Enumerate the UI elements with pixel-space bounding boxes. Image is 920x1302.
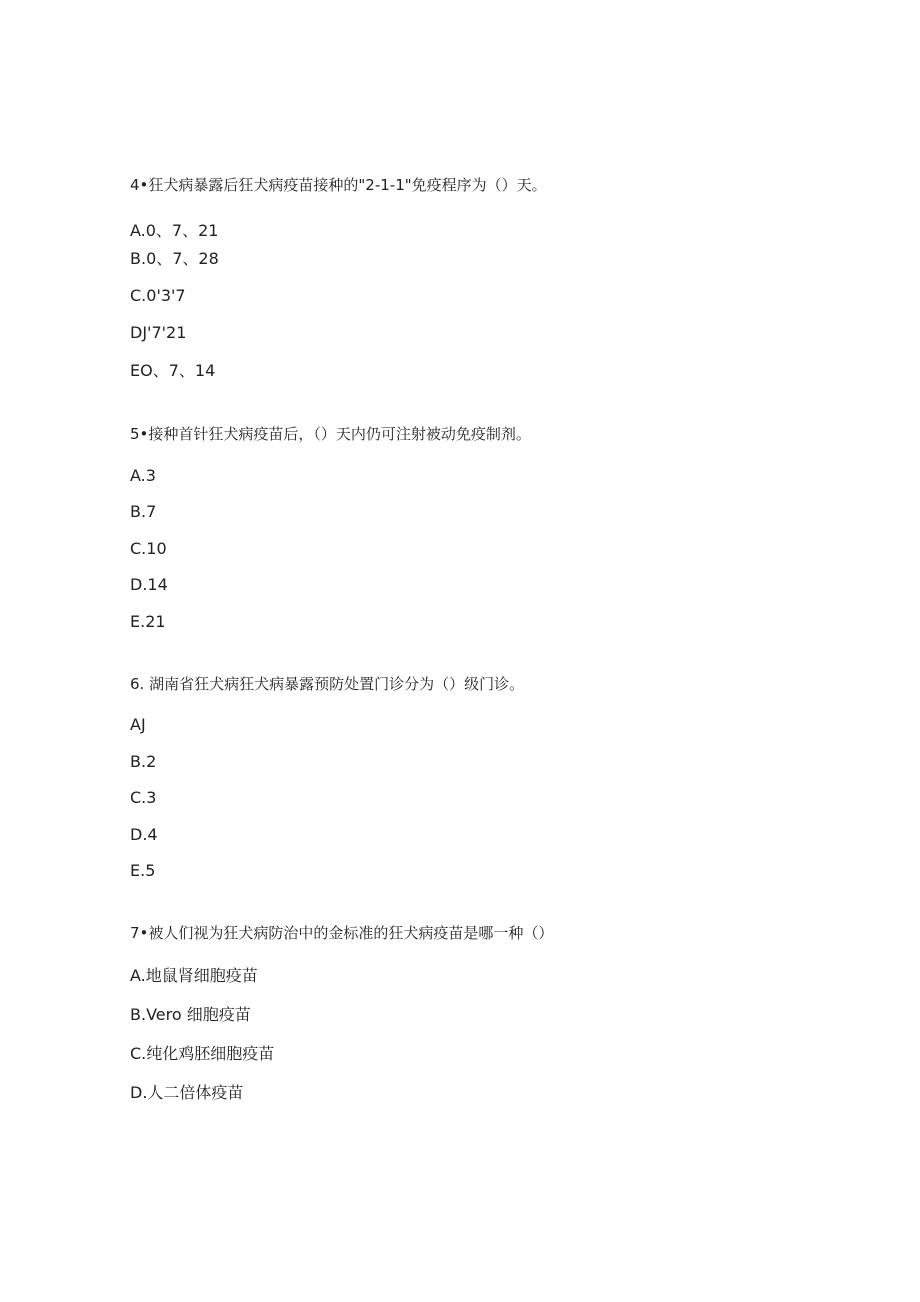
question-7-option-b: B.Vero 细胞疫苗 <box>130 1005 251 1024</box>
question-7-option-c: C.纯化鸡胚细胞疫苗 <box>130 1044 275 1063</box>
question-4: 4•狂犬病暴露后狂犬病疫苗接种的"2-1-1"免疫程序为（）天。 <box>130 176 547 194</box>
question-7-option-a: A.地鼠肾细胞疫苗 <box>130 966 258 985</box>
question-7-option-d: D.人二倍体疫苗 <box>130 1083 244 1102</box>
question-6-option-d: D.4 <box>130 825 158 844</box>
question-5-option-e: E.21 <box>130 612 166 631</box>
question-6-option-b: B.2 <box>130 752 157 771</box>
question-4-option-c: C.0'3'7 <box>130 286 186 305</box>
question-5-option-b: B.7 <box>130 502 157 521</box>
question-5: 5•接种首针狂犬病疫苗后，（）天内仍可注射被动免疫制剂。 <box>130 425 531 443</box>
question-6-option-e: E.5 <box>130 861 156 880</box>
question-4-option-d: DJ'7'21 <box>130 323 187 342</box>
question-4-option-b: B.0、7、28 <box>130 249 219 268</box>
question-6: 6. 湖南省狂犬病狂犬病暴露预防处置门诊分为（）级门诊。 <box>130 675 525 693</box>
question-5-option-d: D.14 <box>130 575 168 594</box>
question-7: 7•被人们视为狂犬病防治中的金标准的狂犬病疫苗是哪一种（） <box>130 924 554 942</box>
question-6-option-c: C.3 <box>130 788 157 807</box>
question-5-option-c: C.10 <box>130 539 167 558</box>
question-4-option-e: EO、7、14 <box>130 361 216 380</box>
question-4-option-a: A.0、7、21 <box>130 221 219 240</box>
question-5-option-a: A.3 <box>130 466 156 485</box>
question-6-option-a: AJ <box>130 715 146 734</box>
